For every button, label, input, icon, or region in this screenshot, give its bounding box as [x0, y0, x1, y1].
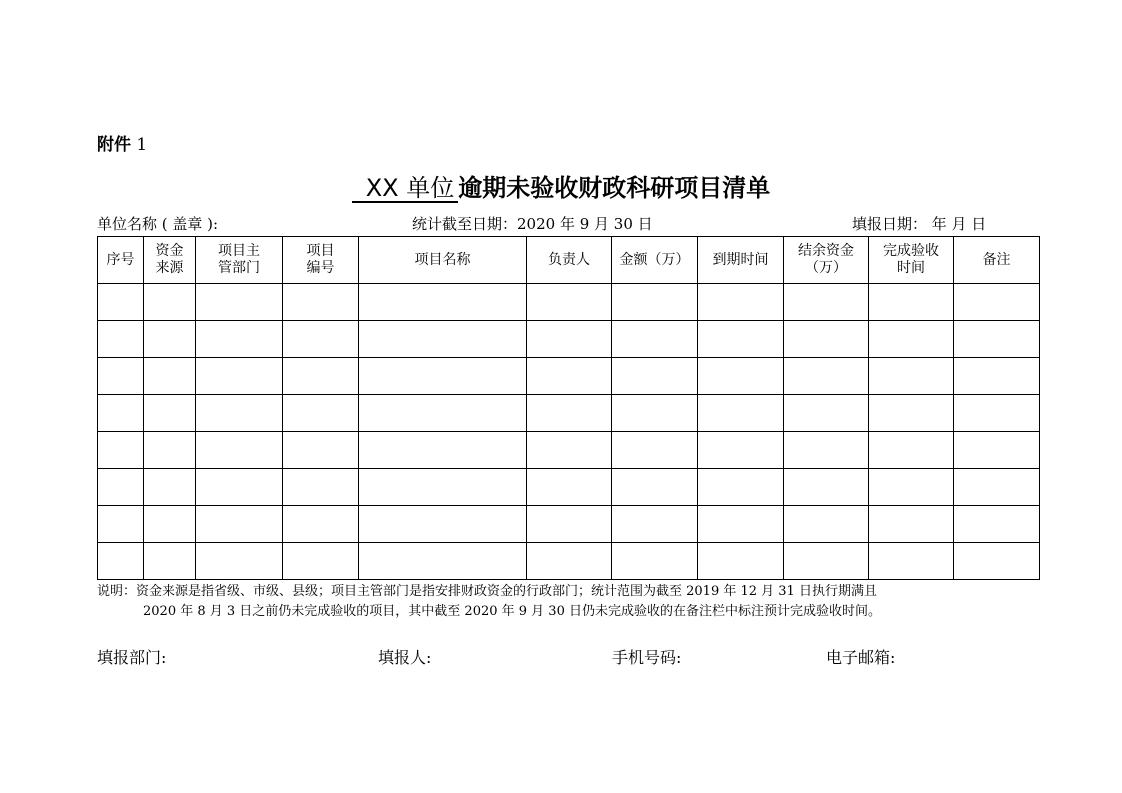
table-cell[interactable]: [196, 284, 283, 321]
column-header: [527, 237, 612, 284]
table-cell[interactable]: [196, 506, 283, 543]
table-cell[interactable]: [954, 506, 1040, 543]
table-cell[interactable]: [359, 543, 527, 580]
table-cell[interactable]: [144, 543, 196, 580]
column-header-line: 时间: [897, 260, 925, 276]
table-cell[interactable]: [359, 432, 527, 469]
table-cell[interactable]: [527, 469, 612, 506]
attachment-number: 1: [136, 135, 148, 155]
column-header: [954, 237, 1040, 284]
table-row: [98, 543, 1040, 580]
table-cell[interactable]: [784, 358, 869, 395]
table-cell[interactable]: [612, 395, 698, 432]
table-cell[interactable]: [144, 395, 196, 432]
table-cell[interactable]: [527, 543, 612, 580]
table-cell[interactable]: [698, 358, 784, 395]
table-cell[interactable]: [359, 506, 527, 543]
column-header: [359, 237, 527, 284]
table-cell[interactable]: [698, 395, 784, 432]
table-cell[interactable]: [359, 284, 527, 321]
table-cell[interactable]: [283, 321, 359, 358]
table-row: [98, 506, 1040, 543]
table-cell[interactable]: [869, 284, 954, 321]
column-header-line: 项目主: [218, 243, 260, 259]
column-header-line: 编号: [306, 260, 335, 276]
table-cell[interactable]: [527, 506, 612, 543]
table-cell[interactable]: [98, 395, 144, 432]
table-cell[interactable]: [612, 432, 698, 469]
table-cell[interactable]: [784, 543, 869, 580]
column-header: [196, 237, 283, 284]
column-header: [784, 237, 869, 284]
table-row: [98, 469, 1040, 506]
table-cell[interactable]: [954, 543, 1040, 580]
table-cell[interactable]: [283, 506, 359, 543]
attachment-text: 附件: [97, 135, 131, 155]
explanation-note: [97, 582, 1032, 622]
table-cell[interactable]: [612, 506, 698, 543]
table-cell[interactable]: [359, 469, 527, 506]
note-line-1: 说明：资金来源是指省级、市级、县级；项目主管部门是指安排财政资金的行政部门；统计范围为截至 2019 年 12 月 31 日执行期满且: [97, 584, 877, 599]
table-cell[interactable]: [784, 395, 869, 432]
table-cell[interactable]: [527, 432, 612, 469]
column-header: [283, 237, 359, 284]
column-header-line: 序号: [106, 251, 135, 268]
table-cell[interactable]: [196, 358, 283, 395]
table-cell[interactable]: [98, 506, 144, 543]
column-header-line: 备注: [982, 251, 1011, 268]
table-cell[interactable]: [196, 395, 283, 432]
column-header-line: 结余资金: [798, 243, 854, 259]
table-cell[interactable]: [784, 469, 869, 506]
column-header-line: 项目: [306, 243, 335, 259]
table-cell[interactable]: [527, 284, 612, 321]
table-cell[interactable]: [283, 543, 359, 580]
table-cell[interactable]: [359, 358, 527, 395]
table-cell[interactable]: [527, 358, 612, 395]
column-header-line: 完成验收: [883, 243, 939, 259]
table-cell[interactable]: [698, 432, 784, 469]
table-cell[interactable]: [283, 469, 359, 506]
table-cell[interactable]: [612, 469, 698, 506]
table-cell[interactable]: [869, 321, 954, 358]
table-cell[interactable]: [359, 395, 527, 432]
table-cell[interactable]: [527, 321, 612, 358]
table-cell[interactable]: [698, 321, 784, 358]
table-cell[interactable]: [98, 321, 144, 358]
table-cell[interactable]: [144, 506, 196, 543]
table-cell[interactable]: [98, 358, 144, 395]
column-header: [144, 237, 196, 284]
table-cell[interactable]: [144, 358, 196, 395]
table-cell[interactable]: [196, 321, 283, 358]
table-cell[interactable]: [869, 469, 954, 506]
table-cell[interactable]: [144, 321, 196, 358]
table-cell[interactable]: [359, 321, 527, 358]
column-header-line: 管部门: [218, 260, 260, 276]
table-cell[interactable]: [954, 321, 1040, 358]
table-cell[interactable]: [698, 284, 784, 321]
table-header-row: [98, 237, 1040, 284]
table-cell[interactable]: [98, 543, 144, 580]
column-header-line: 项目名称: [414, 251, 471, 268]
table-cell[interactable]: [784, 506, 869, 543]
table-row: [98, 284, 1040, 321]
column-header: [698, 237, 784, 284]
table-cell[interactable]: [283, 432, 359, 469]
title-rest: 逾期未验收财政科研项目清单: [458, 174, 771, 202]
table-cell[interactable]: [196, 469, 283, 506]
column-header-line: 资金: [155, 243, 184, 259]
column-header-line: 来源: [155, 260, 184, 276]
table-cell[interactable]: [784, 432, 869, 469]
table-cell[interactable]: [98, 284, 144, 321]
footer-phone-label: 手机号码:: [612, 648, 682, 667]
column-header: [612, 237, 698, 284]
table-cell[interactable]: [698, 543, 784, 580]
table-row: [98, 432, 1040, 469]
table-cell[interactable]: [869, 506, 954, 543]
table-cell[interactable]: [196, 432, 283, 469]
column-header-line: （万）: [805, 260, 847, 276]
unit-name-label: 单位名称 ( 盖章 ):: [97, 215, 219, 233]
column-header-line: 负责人: [548, 251, 590, 268]
project-list-table: [97, 236, 1040, 580]
fill-date-label: 填报日期： 年 月 日: [852, 215, 987, 233]
table-cell[interactable]: [98, 432, 144, 469]
table-row: [98, 395, 1040, 432]
table-cell[interactable]: [698, 469, 784, 506]
column-header: [98, 237, 144, 284]
attachment-label: [97, 130, 147, 155]
column-header-line: 金额（万）: [619, 251, 690, 268]
table-cell[interactable]: [283, 284, 359, 321]
table-cell[interactable]: [612, 358, 698, 395]
footer-person-label: 填报人:: [378, 648, 432, 667]
table-cell[interactable]: [954, 358, 1040, 395]
table-cell[interactable]: [612, 543, 698, 580]
table-cell[interactable]: [869, 358, 954, 395]
document-title: [0, 168, 1122, 203]
table-cell[interactable]: [144, 432, 196, 469]
table-cell[interactable]: [196, 543, 283, 580]
table-cell[interactable]: [784, 321, 869, 358]
table-cell[interactable]: [144, 469, 196, 506]
table-cell[interactable]: [612, 284, 698, 321]
table-cell[interactable]: [283, 358, 359, 395]
table-cell[interactable]: [784, 284, 869, 321]
table-cell[interactable]: [612, 321, 698, 358]
table-cell[interactable]: [527, 395, 612, 432]
table-cell[interactable]: [954, 395, 1040, 432]
table-cell[interactable]: [954, 469, 1040, 506]
table-row: [98, 321, 1040, 358]
table-cell[interactable]: [698, 506, 784, 543]
table-cell[interactable]: [283, 395, 359, 432]
table-cell[interactable]: [869, 543, 954, 580]
stat-date-label: 统计截至日期：2020 年 9 月 30 日: [412, 215, 653, 233]
table-row: [98, 358, 1040, 395]
table-cell[interactable]: [954, 432, 1040, 469]
footer-email-label: 电子邮箱:: [826, 648, 896, 667]
table-cell[interactable]: [144, 284, 196, 321]
footer-dept-label: 填报部门:: [97, 648, 167, 667]
table-cell[interactable]: [869, 395, 954, 432]
column-header: [869, 237, 954, 284]
table-body: [98, 284, 1040, 580]
note-line-2: 2020 年 8 月 3 日之前仍未完成验收的项目，其中截至 2020 年 9 月 30 日仍未完成验收的在备注栏中标注预计完成验收时间。: [143, 604, 881, 619]
table-cell[interactable]: [869, 432, 954, 469]
column-header-line: 到期时间: [712, 251, 769, 268]
table-cell[interactable]: [98, 469, 144, 506]
title-unit: XX 单位: [352, 175, 459, 203]
table-cell[interactable]: [954, 284, 1040, 321]
